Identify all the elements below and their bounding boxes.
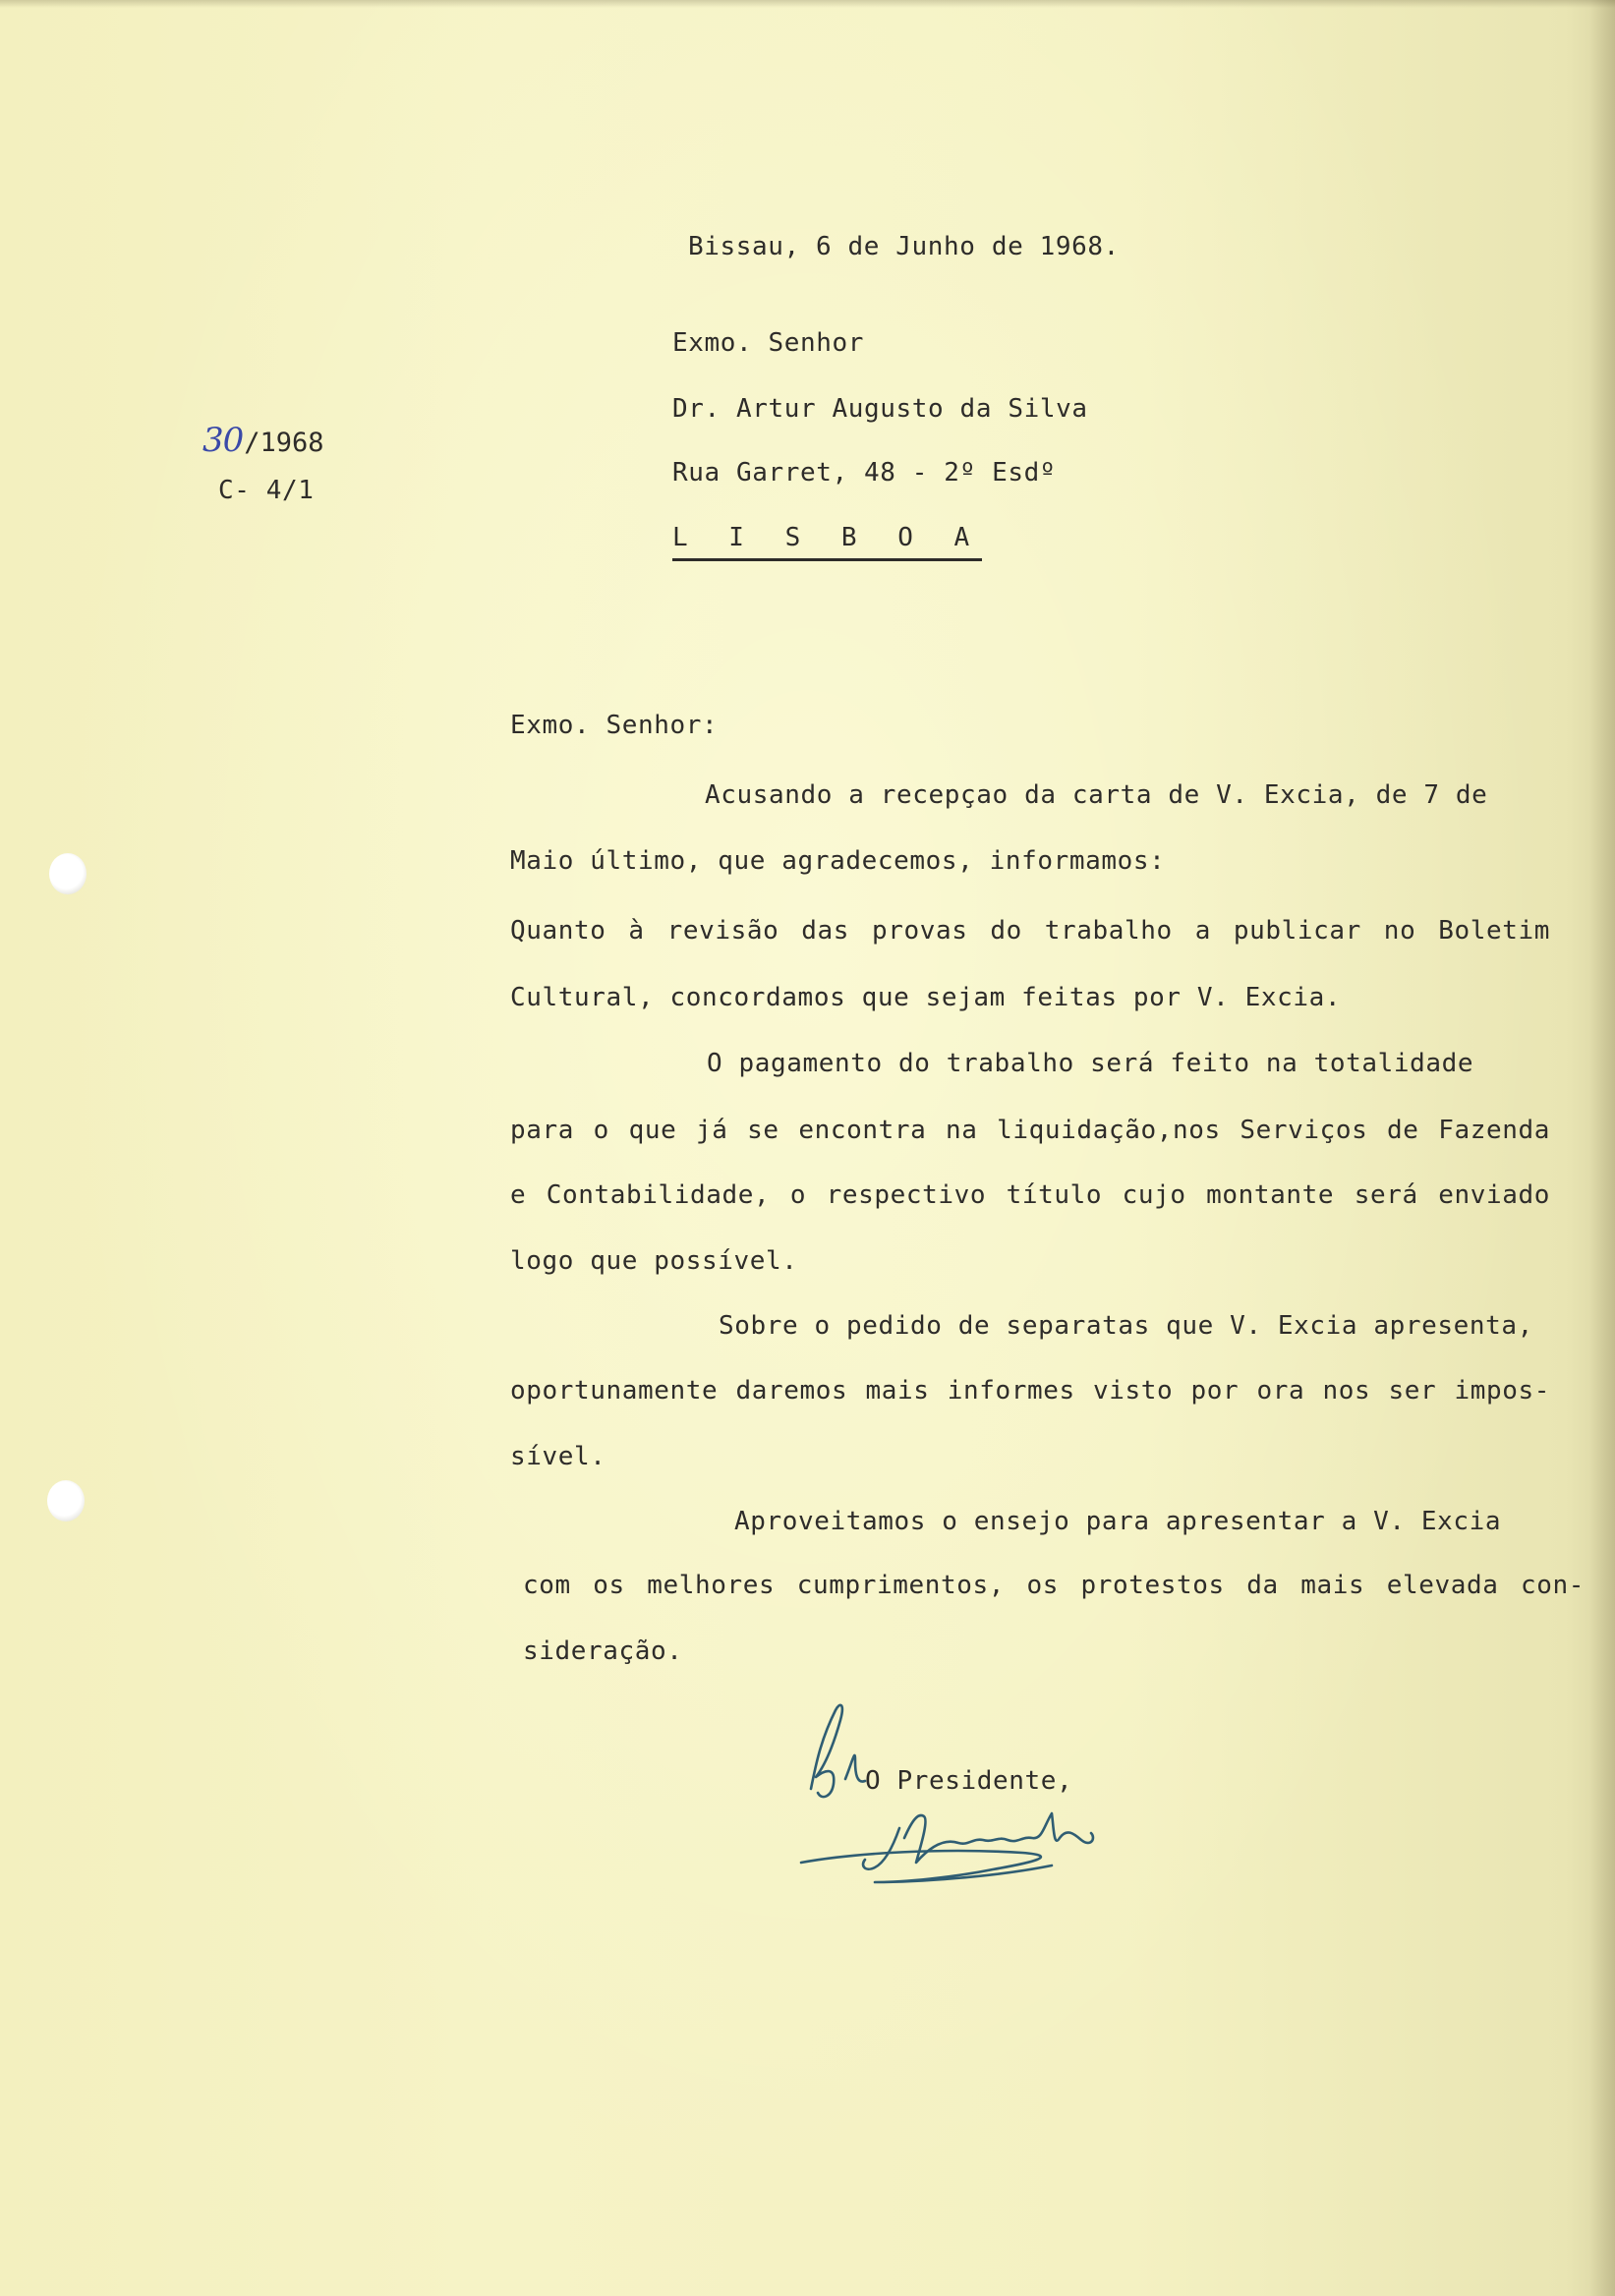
recipient-salutation: Exmo. Senhor: [672, 328, 865, 358]
reference-year: /1968: [244, 428, 324, 458]
recipient-name: Dr. Artur Augusto da Silva: [672, 394, 1088, 424]
reference-number: [202, 421, 324, 460]
body-line: Acusando a recepçao da carta de V. Excia, de 7 de: [705, 780, 1488, 810]
signature-stroke-1: [863, 1828, 899, 1869]
body-line: e Contabilidade, o respectivo título cujo montante será enviado: [510, 1180, 1550, 1210]
pelo-initial-stroke: [811, 1705, 842, 1797]
body-line: logo que possível.: [510, 1246, 798, 1276]
body-line: O pagamento do trabalho será feito na totalidade: [707, 1049, 1474, 1078]
recipient-address: Rua Garret, 48 - 2º Esdº: [672, 458, 1057, 488]
body-line: para o que já se encontra na liquidação,nos Serviços de Fazenda: [510, 1116, 1550, 1145]
body-line: sideração.: [523, 1636, 683, 1666]
reference-code: C- 4/1: [218, 476, 315, 505]
signatory-title: O Presidente,: [865, 1766, 1073, 1796]
signature-flourish: [801, 1851, 1052, 1882]
body-line: com os melhores cumprimentos, os protestos da mais elevada con-: [523, 1571, 1585, 1600]
handwritten-signature: [796, 1691, 1150, 1907]
punch-hole-lower: [47, 1480, 85, 1521]
opening-salutation: Exmo. Senhor:: [510, 711, 719, 740]
recipient-city: L I S B O A: [672, 523, 982, 561]
paper-right-edge: [1589, 0, 1615, 2296]
body-line: Cultural, concordamos que sejam feitas por V. Excia.: [510, 983, 1342, 1012]
body-line: Quanto à revisão das provas do trabalho a publicar no Boletim: [510, 916, 1550, 946]
body-line: oportunamente daremos mais informes visto por ora nos ser impos-: [510, 1376, 1550, 1406]
paper-top-edge: [0, 0, 1615, 8]
body-line: Aproveitamos o ensejo para apresentar a V. Excia: [734, 1507, 1502, 1536]
pelo-second-stroke: [845, 1755, 865, 1782]
handwritten-reference-number: 30: [202, 421, 244, 460]
punch-hole-upper: [49, 853, 87, 894]
date-line: Bissau, 6 de Junho de 1968.: [688, 232, 1120, 261]
body-line: Sobre o pedido de separatas que V. Excia apresenta,: [719, 1311, 1533, 1341]
body-line: Maio último, que agradecemos, informamos:: [510, 846, 1166, 876]
signature-stroke-2: [904, 1813, 1093, 1863]
body-line: sível.: [510, 1442, 606, 1471]
